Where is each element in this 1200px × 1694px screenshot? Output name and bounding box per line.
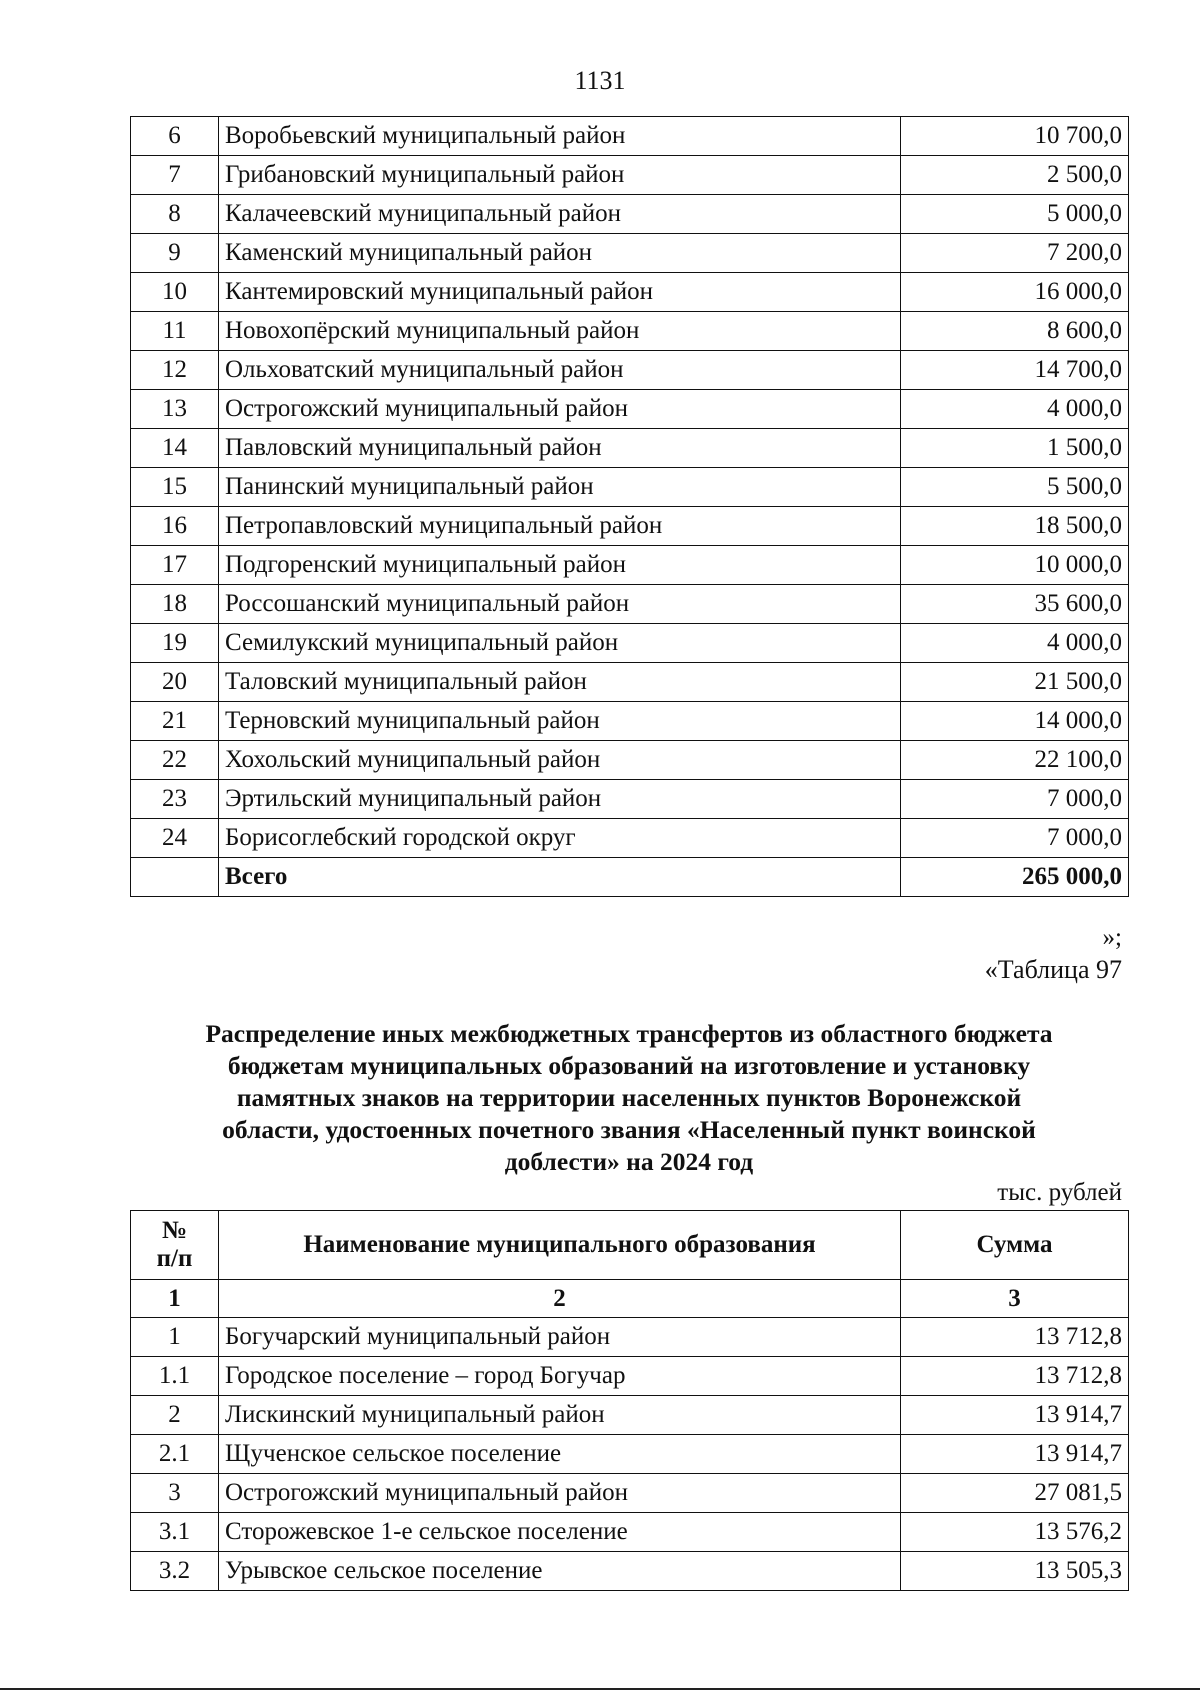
row-number: 19 [131, 624, 219, 663]
row-number: 3 [131, 1474, 219, 1513]
table-row [131, 429, 1129, 468]
total-row [131, 858, 1129, 897]
row-number: 21 [131, 702, 219, 741]
row-name: Борисоглебский городской округ [219, 819, 901, 858]
row-name: Городское поселение – город Богучар [219, 1357, 901, 1396]
row-number: 24 [131, 819, 219, 858]
row-sum: 7 000,0 [901, 780, 1129, 819]
row-sum: 4 000,0 [901, 390, 1129, 429]
table-row [131, 1435, 1129, 1474]
row-number: 16 [131, 507, 219, 546]
table-row [131, 234, 1129, 273]
row-sum: 14 700,0 [901, 351, 1129, 390]
row-number: 14 [131, 429, 219, 468]
row-name: Щученское сельское поселение [219, 1435, 901, 1474]
column-number: 1 [131, 1280, 219, 1318]
heading-line: доблести» на 2024 год [504, 1147, 754, 1176]
row-name: Сторожевское 1-е сельское поселение [219, 1513, 901, 1552]
header-number [131, 1211, 219, 1280]
column-number: 3 [901, 1280, 1129, 1318]
row-sum: 16 000,0 [901, 273, 1129, 312]
row-sum: 13 712,8 [901, 1357, 1129, 1396]
table-row [131, 1318, 1129, 1357]
row-number: 2 [131, 1396, 219, 1435]
row-name: Терновский муниципальный район [219, 702, 901, 741]
row-number: 10 [131, 273, 219, 312]
row-name: Россошанский муниципальный район [219, 585, 901, 624]
row-sum: 1 500,0 [901, 429, 1129, 468]
closing-quote: »; [1102, 924, 1122, 951]
row-name: Острогожский муниципальный район [219, 1474, 901, 1513]
row-name: Грибановский муниципальный район [219, 156, 901, 195]
row-name: Кантемировский муниципальный район [219, 273, 901, 312]
row-name: Эртильский муниципальный район [219, 780, 901, 819]
table-row [131, 663, 1129, 702]
table-row [131, 156, 1129, 195]
table-header [131, 1211, 1129, 1318]
row-number: 20 [131, 663, 219, 702]
row-number: 6 [131, 117, 219, 156]
header-name: Наименование муниципального образования [219, 1211, 901, 1280]
row-sum: 18 500,0 [901, 507, 1129, 546]
table-caption: «Таблица 97 [984, 955, 1122, 984]
row-sum: 13 712,8 [901, 1318, 1129, 1357]
allocation-table-continued [130, 116, 1129, 897]
header-sum: Сумма [901, 1211, 1129, 1280]
table-row [131, 1552, 1129, 1591]
row-sum: 10 000,0 [901, 546, 1129, 585]
heading-line: памятных знаков на территории населенных пунктов Воронежской [236, 1083, 1022, 1112]
table-row [131, 819, 1129, 858]
row-sum: 5 500,0 [901, 468, 1129, 507]
row-name: Калачеевский муниципальный район [219, 195, 901, 234]
table-row [131, 1513, 1129, 1552]
row-name: Подгоренский муниципальный район [219, 546, 901, 585]
table-row [131, 312, 1129, 351]
row-number: 23 [131, 780, 219, 819]
row-sum: 4 000,0 [901, 624, 1129, 663]
column-number-row [131, 1280, 1129, 1318]
row-sum: 22 100,0 [901, 741, 1129, 780]
row-name: Богучарский муниципальный район [219, 1318, 901, 1357]
table-row [131, 468, 1129, 507]
header-row [131, 1211, 1129, 1280]
row-sum: 27 081,5 [901, 1474, 1129, 1513]
column-number: 2 [219, 1280, 901, 1318]
row-number: 17 [131, 546, 219, 585]
header-number-line1: № [161, 1217, 188, 1244]
heading-line: бюджетам муниципальных образований на изготовление и установку [227, 1051, 1031, 1080]
row-name: Урывское сельское поселение [219, 1552, 901, 1591]
row-sum: 21 500,0 [901, 663, 1129, 702]
table-heading [130, 1018, 1128, 1178]
heading-line: области, удостоенных почетного звания «Населенный пункт воинской [222, 1115, 1036, 1144]
row-sum: 13 576,2 [901, 1513, 1129, 1552]
row-number: 18 [131, 585, 219, 624]
row-name: Петропавловский муниципальный район [219, 507, 901, 546]
row-number: 1.1 [131, 1357, 219, 1396]
row-number: 13 [131, 390, 219, 429]
table-row [131, 1357, 1129, 1396]
bottom-rule [0, 1688, 1200, 1690]
total-sum: 265 000,0 [901, 858, 1129, 897]
table-row [131, 780, 1129, 819]
row-sum: 13 505,3 [901, 1552, 1129, 1591]
table-row [131, 624, 1129, 663]
row-number: 2.1 [131, 1435, 219, 1474]
row-name: Павловский муниципальный район [219, 429, 901, 468]
table-row [131, 585, 1129, 624]
units-note: тыс. рублей [997, 1179, 1122, 1206]
row-name: Новохопёрский муниципальный район [219, 312, 901, 351]
row-name: Панинский муниципальный район [219, 468, 901, 507]
monuments-table-body [131, 1318, 1129, 1591]
row-number: 3.2 [131, 1552, 219, 1591]
row-number: 1 [131, 1318, 219, 1357]
table-row [131, 1474, 1129, 1513]
row-number: 15 [131, 468, 219, 507]
page-number: 1131 [574, 66, 626, 95]
row-name: Ольховатский муниципальный район [219, 351, 901, 390]
heading-line: Распределение иных межбюджетных трансфертов из областного бюджета [205, 1019, 1053, 1048]
table-row [131, 741, 1129, 780]
row-sum: 14 000,0 [901, 702, 1129, 741]
table-row [131, 273, 1129, 312]
total-label: Всего [219, 858, 901, 897]
row-number: 12 [131, 351, 219, 390]
row-sum: 7 200,0 [901, 234, 1129, 273]
monuments-transfer-table [130, 1210, 1129, 1591]
row-name: Хохольский муниципальный район [219, 741, 901, 780]
row-sum: 8 600,0 [901, 312, 1129, 351]
table-row [131, 351, 1129, 390]
row-name: Острогожский муниципальный район [219, 390, 901, 429]
row-sum: 35 600,0 [901, 585, 1129, 624]
row-sum: 5 000,0 [901, 195, 1129, 234]
header-number-line2: п/п [156, 1245, 193, 1272]
row-sum: 13 914,7 [901, 1435, 1129, 1474]
allocation-table-body [131, 117, 1129, 897]
table-row [131, 507, 1129, 546]
table-row [131, 195, 1129, 234]
table-row [131, 1396, 1129, 1435]
row-sum: 7 000,0 [901, 819, 1129, 858]
row-number: 3.1 [131, 1513, 219, 1552]
row-number: 22 [131, 741, 219, 780]
row-number: 11 [131, 312, 219, 351]
table-row [131, 702, 1129, 741]
row-name: Каменский муниципальный район [219, 234, 901, 273]
table-row [131, 390, 1129, 429]
total-number [131, 858, 219, 897]
row-number: 9 [131, 234, 219, 273]
row-sum: 13 914,7 [901, 1396, 1129, 1435]
row-name: Лискинский муниципальный район [219, 1396, 901, 1435]
row-sum: 2 500,0 [901, 156, 1129, 195]
row-number: 8 [131, 195, 219, 234]
table-row [131, 117, 1129, 156]
row-name: Воробьевский муниципальный район [219, 117, 901, 156]
row-number: 7 [131, 156, 219, 195]
table-row [131, 546, 1129, 585]
row-name: Таловский муниципальный район [219, 663, 901, 702]
row-sum: 10 700,0 [901, 117, 1129, 156]
row-name: Семилукский муниципальный район [219, 624, 901, 663]
